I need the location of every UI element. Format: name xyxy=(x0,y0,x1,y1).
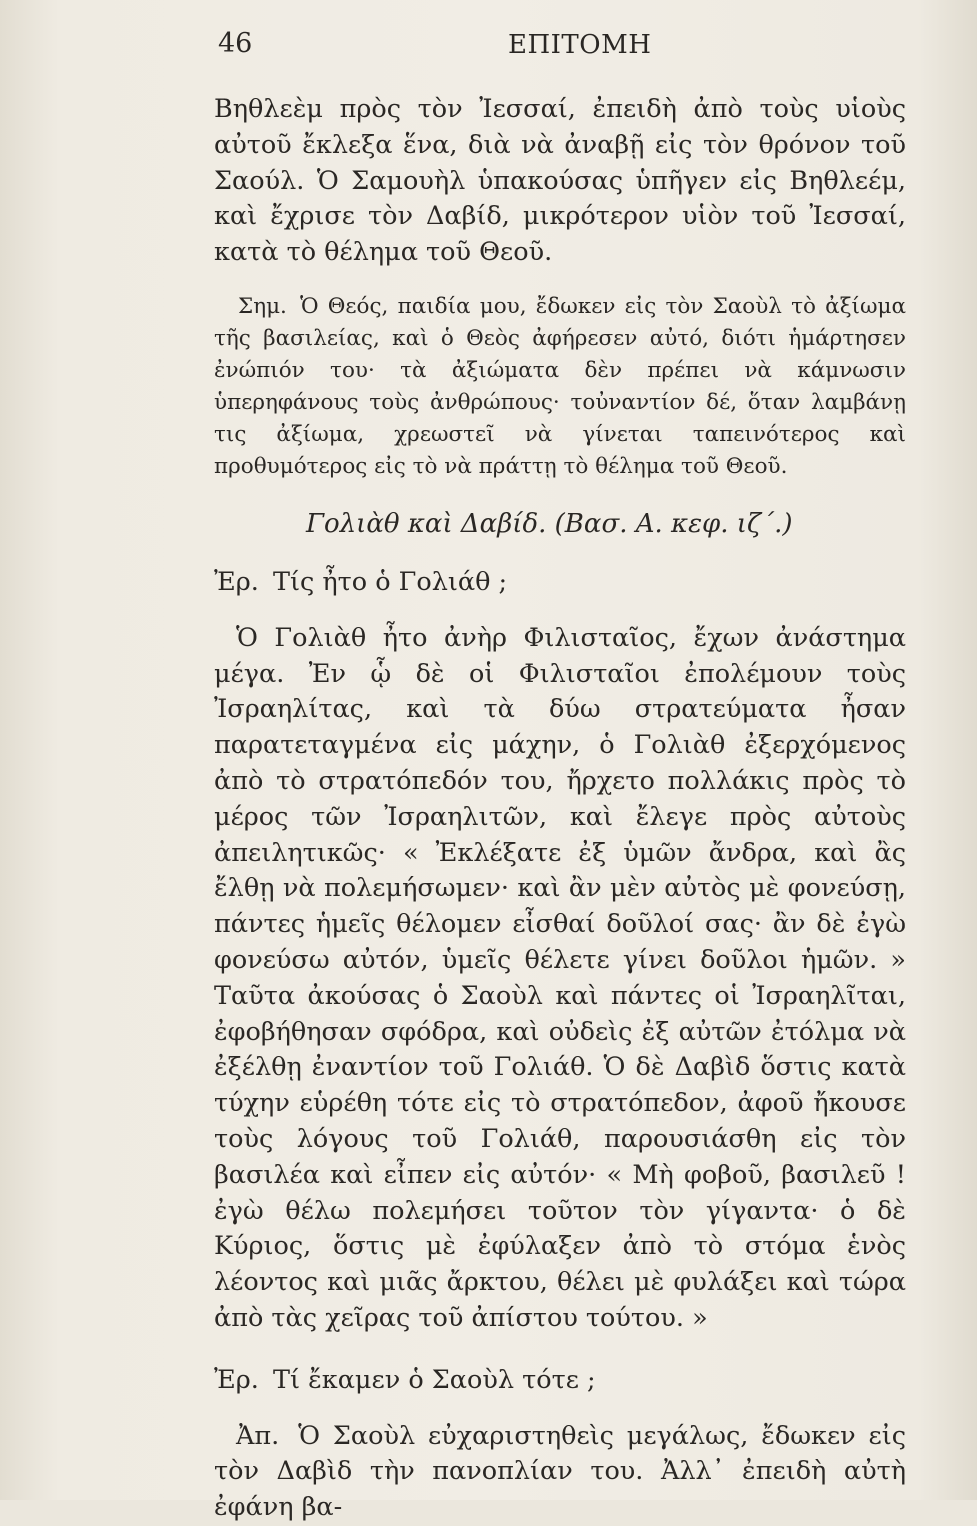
section-title: Γολιὰθ καὶ Δαβίδ. (Βασ. Α. κεφ. ιζ΄.) xyxy=(306,508,793,539)
answer-2 xyxy=(214,1419,906,1526)
note-paragraph xyxy=(214,291,906,483)
answer-label: Ἀπ. xyxy=(236,1420,280,1451)
page-header xyxy=(0,28,977,68)
question-label: Ἐρ. xyxy=(214,1364,259,1395)
question-1 xyxy=(214,565,906,601)
question-label: Ἐρ. xyxy=(214,566,259,597)
question-text: Τίς ἦτο ὁ Γολιάθ ; xyxy=(272,566,508,597)
question-text: Τί ἔκαμεν ὁ Σαοὺλ τότε ; xyxy=(272,1364,596,1395)
answer-1: Ὁ Γολιὰθ ἦτο ἀνὴρ Φιλισταῖος, ἔχων ἀνάστημα μέγα. Ἐν ᾧ δὲ οἱ Φιλισταῖοι ἐπολέμουν τοὺς Ἰσραηλίτας, καὶ τὰ δύω στρατεύματα ἦσαν παρατεταγμένα εἰς μάχην, ὁ Γολιὰθ ἐξερχόμενος ἀπὸ τὸ στρατόπεδόν του, ἤρχετο πολλάκις πρὸς τὸ μέρος τῶν Ἰσραηλιτῶν, καὶ ἔλεγε πρὸς αὐτοὺς ἀπειλητικῶς· « Ἐκλέξατε ἐξ ὑμῶν ἄνδρα, καὶ ἂς ἔλθῃ νὰ πολεμήσωμεν· καὶ ἂν μὲν αὐτὸς μὲ φονεύσῃ, πάντες ἡμεῖς θέλομεν εἶσθαί δοῦλοί σας· ἂν δὲ ἐγὼ φονεύσω αὐτόν, ὑμεῖς θέλετε γίνει δοῦλοι ἡμῶν. » Ταῦτα ἀκούσας ὁ Σαοὺλ καὶ πάντες οἱ Ἰσραηλῖται, ἐφοβήθησαν σφόδρα, καὶ οὐδεὶς ἐξ αὐτῶν ἐτόλμα νὰ ἐξέλθῃ ἐναντίον τοῦ Γολιάθ. Ὁ δὲ Δαβὶδ ὅστις κατὰ τύχην εὑρέθη τότε εἰς τὸ στρατόπεδον, ἀφοῦ ἤκουσε τοὺς λόγους τοῦ Γολιάθ, παρουσιάσθη εἰς τὸν βασιλέα καὶ εἶπεν εἰς αὐτόν· « Μὴ φοβοῦ, βασιλεῦ ! ἐγὼ θέλω πολεμήσει τοῦτον τὸν γίγαντα· ὁ δὲ Κύριος, ὅστις μὲ ἐφύλαξεν ἀπὸ τὸ στόμα ἑνὸς λέοντος καὶ μιᾶς ἄρκτου, θέλει μὲ φυλάξει καὶ τώρα ἀπὸ τὰς χεῖρας τοῦ ἀπίστου τούτου. » xyxy=(214,622,906,1333)
page-body xyxy=(214,92,906,1526)
question-2 xyxy=(214,1363,906,1399)
note-text: Ὁ Θεός, παιδία μου, ἔδωκεν εἰς τὸν Σαοὺλ τὸ ἀξίωμα τῆς βασιλείας, καὶ ὁ Θεὸς ἀφήρεσεν αὐτό, διότι ἡμάρτησεν ἐνώπιόν του· τὰ ἀξιώματα δὲν πρέπει νὰ κάμνωσιν ὑπερηφάνους τοὺς ἀνθρώπους· τοὐναντίον δέ, ὅταν λαμβάνῃ τις ἀξίωμα, χρεωστεῖ νὰ γίνεται ταπεινότερος καὶ προθυμότερος εἰς τὸ νὰ πράττῃ τὸ θέλημα τοῦ Θεοῦ. xyxy=(214,293,906,479)
answer-text: Ὁ Σαοὺλ εὐχαριστηθεὶς μεγάλως, ἔδωκεν εἰς τὸν Δαβὶδ τὴν πανοπλίαν του. Ἀλλ᾽ ἐπειδὴ αὐτὴ ἐφάνη βα- xyxy=(214,1420,906,1523)
page-number: 46 xyxy=(218,28,253,59)
intro-paragraph: Βηθλεὲμ πρὸς τὸν Ἰεσσαί, ἐπειδὴ ἀπὸ τοὺς υἱοὺς αὐτοῦ ἔκλεξα ἕνα, διὰ νὰ ἀναβῇ εἰς τὸν θρόνον τοῦ Σαούλ. Ὁ Σαμουὴλ ὑπακούσας ὑπῆγεν εἰς Βηθλεέμ, καὶ ἔχρισε τὸν Δαβίδ, μικρότερον υἱὸν τοῦ Ἰεσσαί, κατὰ τὸ θέλημα τοῦ Θεοῦ. xyxy=(214,94,906,268)
note-label: Σημ. xyxy=(238,293,287,319)
running-title: ΕΠΙΤΟΜΗ xyxy=(508,30,652,60)
